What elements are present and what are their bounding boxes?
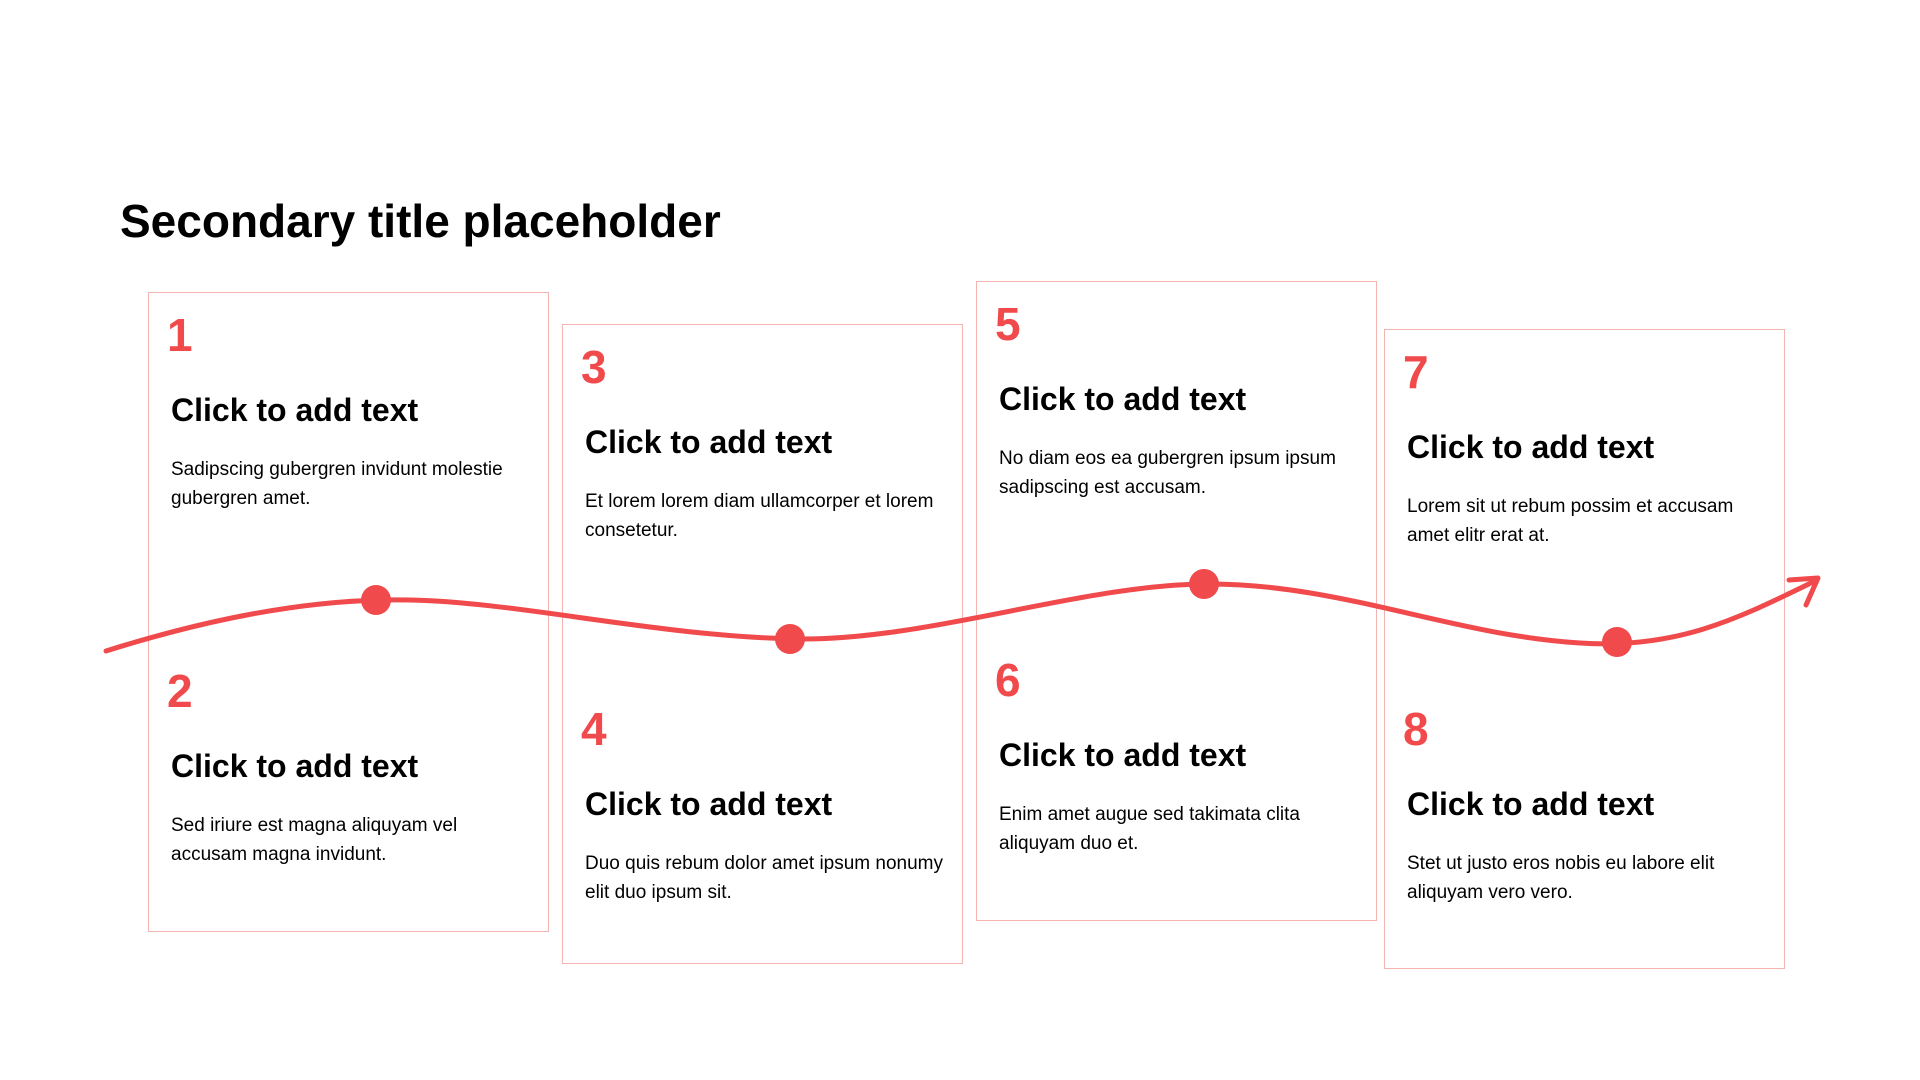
step-heading[interactable]: Click to add text bbox=[585, 424, 833, 460]
page-title: Secondary title placeholder bbox=[120, 195, 721, 247]
step-number: 1 bbox=[167, 309, 193, 361]
step-text[interactable]: Enim amet augue sed takimata clita aliquyam duo et. bbox=[999, 804, 1300, 854]
timeline-node-1 bbox=[361, 585, 391, 615]
step-text[interactable]: Duo quis rebum dolor amet ipsum nonumy elit duo ipsum sit. bbox=[585, 853, 944, 903]
step-heading[interactable]: Click to add text bbox=[585, 786, 833, 822]
step-number: 6 bbox=[995, 654, 1021, 706]
step-text[interactable]: No diam eos ea gubergren ipsum ipsum sadipscing est accusam. bbox=[999, 448, 1336, 498]
timeline-node-4 bbox=[1602, 627, 1632, 657]
step-heading[interactable]: Click to add text bbox=[999, 381, 1247, 417]
step-heading[interactable]: Click to add text bbox=[1407, 429, 1655, 465]
step-text[interactable]: Stet ut justo eros nobis eu labore elit aliquyam vero vero. bbox=[1407, 853, 1715, 903]
timeline-curve bbox=[106, 580, 1817, 651]
step-heading[interactable]: Click to add text bbox=[1407, 786, 1655, 822]
step-text[interactable]: Lorem sit ut rebum possim et accusam amet elitr erat at. bbox=[1407, 496, 1734, 546]
step-number: 7 bbox=[1403, 346, 1429, 398]
timeline-node-2 bbox=[775, 624, 805, 654]
step-number: 5 bbox=[995, 298, 1021, 350]
timeline-node-3 bbox=[1189, 569, 1219, 599]
step-heading[interactable]: Click to add text bbox=[171, 392, 419, 428]
step-number: 4 bbox=[581, 703, 607, 755]
step-heading[interactable]: Click to add text bbox=[999, 737, 1247, 773]
step-heading[interactable]: Click to add text bbox=[171, 748, 419, 784]
step-number: 3 bbox=[581, 341, 607, 393]
step-text[interactable]: Sadipscing gubergren invidunt molestie gubergren amet. bbox=[171, 459, 503, 509]
step-number: 8 bbox=[1403, 703, 1429, 755]
step-text[interactable]: Et lorem lorem diam ullamcorper et lorem consetetur. bbox=[585, 491, 934, 541]
step-number: 2 bbox=[167, 665, 193, 717]
step-text[interactable]: Sed iriure est magna aliquyam vel accusam magna invidunt. bbox=[171, 815, 458, 865]
